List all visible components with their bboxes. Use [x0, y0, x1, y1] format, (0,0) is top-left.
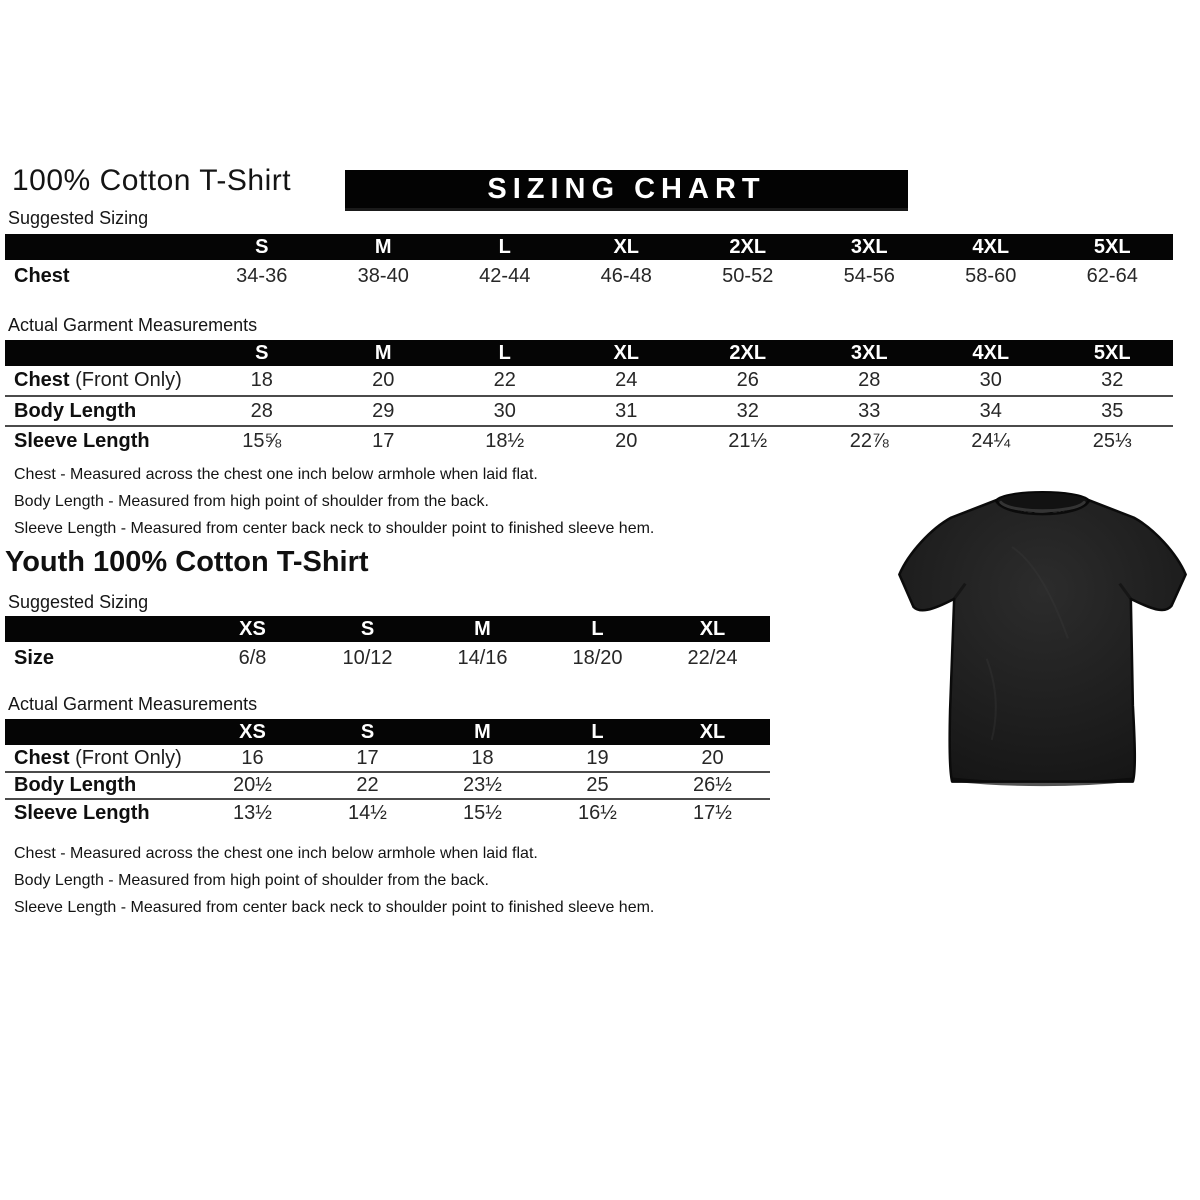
size-column-header: 3XL: [809, 234, 931, 260]
measurement-cell: 17: [356, 746, 379, 769]
measurement-cell: 16: [241, 746, 264, 769]
measurement-cell: 25⅓: [1052, 426, 1174, 456]
size-column-header: S: [310, 719, 425, 745]
size-column-header: M: [323, 340, 445, 366]
measurement-cell: 54-56: [843, 265, 895, 287]
header-corner: [5, 719, 195, 745]
table-row: [5, 366, 1173, 396]
adult-actual-measurements-label: Actual Garment Measurements: [8, 315, 258, 335]
size-column-header: XL: [655, 719, 770, 745]
size-column-header: 5XL: [1052, 234, 1174, 260]
measurement-cell: 28: [858, 369, 881, 391]
adult-actual-measurements-table: [5, 340, 1173, 456]
adult-suggested-sizing-table: [5, 234, 1173, 293]
measurement-cell: 38-40: [357, 265, 409, 287]
row-label: Body Length: [5, 772, 195, 799]
youth-suggested-sizing-label: Suggested Sizing: [8, 592, 149, 612]
adult-measurement-notes: [14, 461, 654, 542]
note-chest: Chest - Measured across the chest one inch below armhole when laid flat.: [14, 466, 538, 483]
row-label: Chest: [14, 265, 70, 287]
youth-section-title: Youth 100% Cotton T-Shirt: [5, 546, 369, 578]
note-body-length: Body Length - Measured from high point of shoulder from the back.: [14, 493, 489, 510]
header-corner: [5, 340, 201, 366]
measurement-cell: 50-52: [722, 265, 774, 287]
size-column-header: L: [444, 340, 566, 366]
size-column-header: XS: [195, 719, 310, 745]
size-column-header: M: [323, 234, 445, 260]
banner-text: SIZING CHART: [487, 172, 766, 205]
measurement-cell: 34: [930, 396, 1052, 426]
measurement-cell: 34-36: [236, 265, 288, 287]
measurement-cell: 24: [615, 369, 638, 391]
row-label: Sleeve Length: [5, 426, 201, 456]
adult-suggested-sizing-label: Suggested Sizing: [8, 208, 149, 228]
measurement-cell: 42-44: [479, 265, 531, 287]
measurement-cell: 30: [444, 396, 566, 426]
black-tshirt-photo: [890, 476, 1195, 808]
size-column-header: 2XL: [687, 340, 809, 366]
tshirt-icon: [890, 476, 1195, 808]
measurement-cell: 20½: [195, 772, 310, 799]
size-column-header: S: [310, 616, 425, 642]
measurement-cell: 22/24: [687, 647, 738, 669]
table-row: [5, 426, 1173, 456]
youth-measurement-notes: [14, 840, 654, 921]
measurement-cell: 58-60: [965, 265, 1017, 287]
size-column-header: S: [201, 234, 323, 260]
measurement-cell: 31: [566, 396, 688, 426]
note-sleeve-length: Sleeve Length - Measured from center back neck to shoulder point to finished sleeve hem.: [14, 520, 655, 537]
youth-actual-measurements-table: [5, 719, 770, 826]
measurement-cell: 18: [471, 746, 494, 769]
measurement-cell: 29: [323, 396, 445, 426]
size-column-header: 2XL: [687, 234, 809, 260]
measurement-cell: 26½: [655, 772, 770, 799]
measurement-cell: 62-64: [1086, 265, 1138, 287]
row-label: Sleeve Length: [5, 799, 195, 826]
size-column-header: 5XL: [1052, 340, 1174, 366]
size-column-header: L: [540, 719, 655, 745]
table-row: [5, 396, 1173, 426]
measurement-cell: 30: [979, 369, 1002, 391]
measurement-cell: 25: [540, 772, 655, 799]
measurement-cell: 32: [1101, 369, 1124, 391]
youth-suggested-sizing-table: [5, 616, 770, 675]
measurement-cell: 32: [687, 396, 809, 426]
size-column-header: M: [425, 719, 540, 745]
row-label: Chest (Front Only): [14, 369, 182, 391]
measurement-cell: 20: [701, 746, 724, 769]
row-label: Size: [14, 647, 55, 669]
measurement-cell: 15½: [425, 799, 540, 826]
measurement-cell: 20: [372, 369, 395, 391]
measurement-cell: 20: [566, 426, 688, 456]
measurement-cell: 19: [586, 746, 609, 769]
table-row: [5, 260, 1173, 293]
size-column-header: S: [201, 340, 323, 366]
measurement-cell: 22⅞: [809, 426, 931, 456]
sizing-chart-banner: [345, 170, 908, 211]
size-column-header: 4XL: [930, 340, 1052, 366]
measurement-cell: 10/12: [342, 647, 393, 669]
measurement-cell: 28: [201, 396, 323, 426]
measurement-cell: 18½: [444, 426, 566, 456]
size-column-header: XL: [655, 616, 770, 642]
measurement-cell: 14½: [310, 799, 425, 826]
size-column-header: XS: [195, 616, 310, 642]
size-column-header: L: [540, 616, 655, 642]
measurement-cell: 46-48: [600, 265, 652, 287]
note-sleeve-length: Sleeve Length - Measured from center back neck to shoulder point to finished sleeve hem.: [14, 899, 655, 916]
size-column-header: XL: [566, 234, 688, 260]
measurement-cell: 24¼: [930, 426, 1052, 456]
size-column-header: 3XL: [809, 340, 931, 366]
measurement-cell: 22: [493, 369, 516, 391]
page-title: 100% Cotton T-Shirt: [12, 164, 292, 197]
measurement-cell: 15⅝: [201, 426, 323, 456]
table-row: [5, 772, 770, 799]
measurement-cell: 17: [323, 426, 445, 456]
size-column-header: L: [444, 234, 566, 260]
row-label: Body Length: [5, 396, 201, 426]
measurement-cell: 16½: [540, 799, 655, 826]
measurement-cell: 6/8: [238, 647, 267, 669]
measurement-cell: 23½: [425, 772, 540, 799]
size-column-header: M: [425, 616, 540, 642]
measurement-cell: 35: [1052, 396, 1174, 426]
measurement-cell: 14/16: [457, 647, 508, 669]
measurement-cell: 26: [736, 369, 759, 391]
row-label: Chest (Front Only): [14, 746, 182, 769]
measurement-cell: 33: [809, 396, 931, 426]
measurement-cell: 21½: [687, 426, 809, 456]
header-corner: [5, 616, 195, 642]
size-column-header: XL: [566, 340, 688, 366]
table-row: [5, 799, 770, 826]
table-row: [5, 745, 770, 772]
measurement-cell: 13½: [195, 799, 310, 826]
youth-actual-measurements-label: Actual Garment Measurements: [8, 694, 258, 714]
note-body-length: Body Length - Measured from high point of shoulder from the back.: [14, 872, 489, 889]
header-corner: [5, 234, 201, 260]
measurement-cell: 22: [310, 772, 425, 799]
note-chest: Chest - Measured across the chest one inch below armhole when laid flat.: [14, 845, 538, 862]
measurement-cell: 17½: [655, 799, 770, 826]
table-row: [5, 642, 770, 675]
measurement-cell: 18/20: [572, 647, 623, 669]
size-column-header: 4XL: [930, 234, 1052, 260]
measurement-cell: 18: [250, 369, 273, 391]
